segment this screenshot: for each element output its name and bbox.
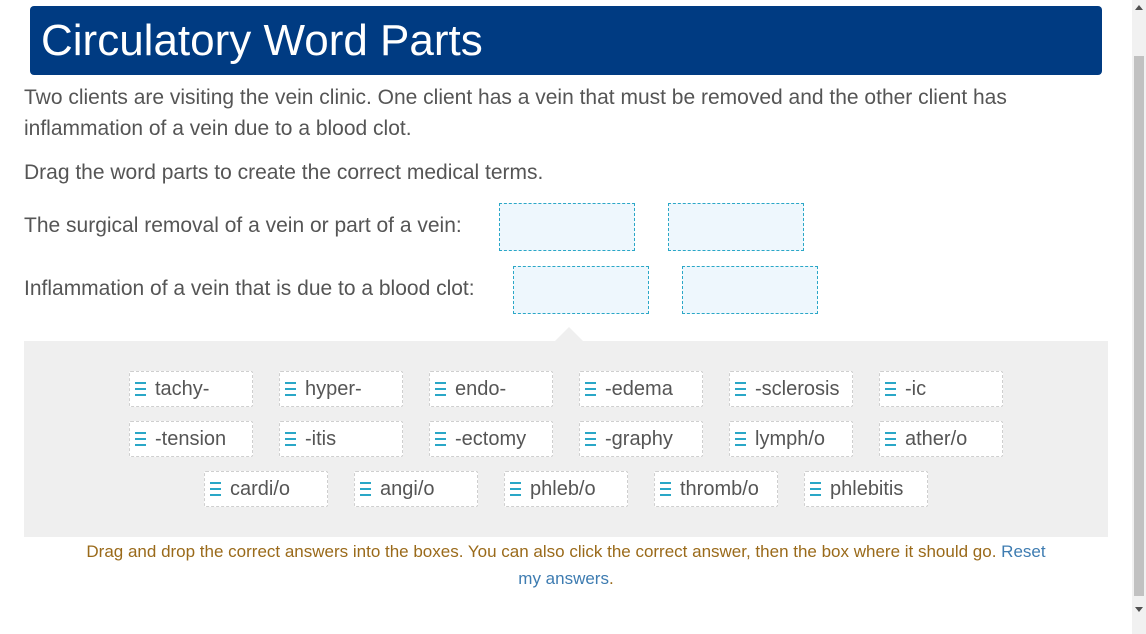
word-part-chip[interactable] (129, 371, 253, 407)
question-2-prompt: Inflammation of a vein that is due to a blood clot: (24, 277, 475, 300)
drag-handle-icon (135, 432, 146, 447)
drag-handle-icon (810, 482, 821, 497)
drag-handle-icon (585, 432, 596, 447)
reset-link-continued[interactable]: my answers (518, 569, 609, 588)
word-part-chip[interactable] (579, 421, 703, 457)
word-part-label: phlebitis (830, 478, 904, 500)
question-1-prompt: The surgical removal of a vein or part of a vein: (24, 214, 462, 237)
drag-handle-icon (435, 382, 446, 397)
word-part-chip[interactable] (879, 371, 1003, 407)
word-part-chip[interactable] (279, 421, 403, 457)
word-part-chip[interactable] (579, 371, 703, 407)
drag-handle-icon (885, 432, 896, 447)
question-2-dropzone-1[interactable] (513, 266, 649, 314)
scroll-down-arrow-icon[interactable] (1135, 607, 1143, 612)
drag-handle-icon (360, 482, 371, 497)
word-part-label: tachy- (155, 378, 210, 400)
word-part-chip[interactable] (804, 471, 928, 507)
word-part-label: -ectomy (455, 428, 527, 450)
drag-handle-icon (735, 382, 746, 397)
word-part-chip[interactable] (654, 471, 778, 507)
question-2-dropzone-2[interactable] (682, 266, 818, 314)
word-part-label: -itis (305, 428, 337, 450)
footer-instructions: Drag and drop the correct answers into the boxes. You can also click the correct answer, then the box where it should go. Reset my answers. (86, 542, 1046, 588)
drag-handle-icon (435, 432, 446, 447)
word-part-label: lymph/o (755, 428, 826, 450)
word-bank-pointer (555, 327, 583, 341)
drag-handle-icon (660, 482, 671, 497)
drag-handle-icon (885, 382, 896, 397)
intro-line-1: Two clients are visiting the vein clinic. One client has a vein that must be removed and the other client has (24, 86, 1007, 109)
word-part-label: phleb/o (530, 478, 596, 500)
question-1-dropzone-2[interactable] (668, 203, 804, 251)
intro-line-2: inflammation of a vein due to a blood clot. (24, 117, 412, 140)
word-part-chip[interactable] (429, 371, 553, 407)
word-part-label: ather/o (905, 428, 968, 450)
page-title: Circulatory Word Parts (41, 16, 483, 65)
drag-handle-icon (285, 382, 296, 397)
word-part-label: -tension (155, 428, 227, 450)
word-part-label: angi/o (380, 478, 435, 500)
word-part-label: hyper- (305, 378, 362, 400)
word-part-chip[interactable] (429, 421, 553, 457)
word-part-chip[interactable] (129, 421, 253, 457)
word-part-label: -graphy (605, 428, 673, 450)
vertical-scrollbar[interactable] (1132, 0, 1146, 634)
word-part-label: thromb/o (680, 478, 759, 500)
word-part-chip[interactable] (204, 471, 328, 507)
word-part-chip[interactable] (279, 371, 403, 407)
drag-handle-icon (285, 432, 296, 447)
reset-link[interactable]: Reset (1001, 542, 1046, 561)
drag-handle-icon (210, 482, 221, 497)
drag-handle-icon (135, 382, 146, 397)
page-header (30, 6, 1102, 75)
scrollbar-thumb[interactable] (1134, 56, 1144, 596)
instruction-text: Drag the word parts to create the correct medical terms. (24, 161, 544, 184)
word-part-chip[interactable] (354, 471, 478, 507)
drag-handle-icon (585, 382, 596, 397)
word-part-chip[interactable] (879, 421, 1003, 457)
drag-handle-icon (735, 432, 746, 447)
word-part-label: -sclerosis (755, 378, 840, 400)
word-part-label: -ic (905, 378, 927, 400)
question-1-dropzone-1[interactable] (499, 203, 635, 251)
word-part-label: endo- (455, 378, 507, 400)
word-part-label: cardi/o (230, 478, 291, 500)
word-part-chip[interactable] (504, 471, 628, 507)
word-part-chip[interactable] (729, 421, 853, 457)
footer-text: Drag and drop the correct answers into the boxes. You can also click the correct answer, then the box where it should go. (86, 542, 997, 561)
drag-handle-icon (510, 482, 521, 497)
word-part-label: -edema (605, 378, 673, 400)
scroll-up-arrow-icon[interactable] (1135, 5, 1143, 10)
word-part-chip[interactable] (729, 371, 853, 407)
